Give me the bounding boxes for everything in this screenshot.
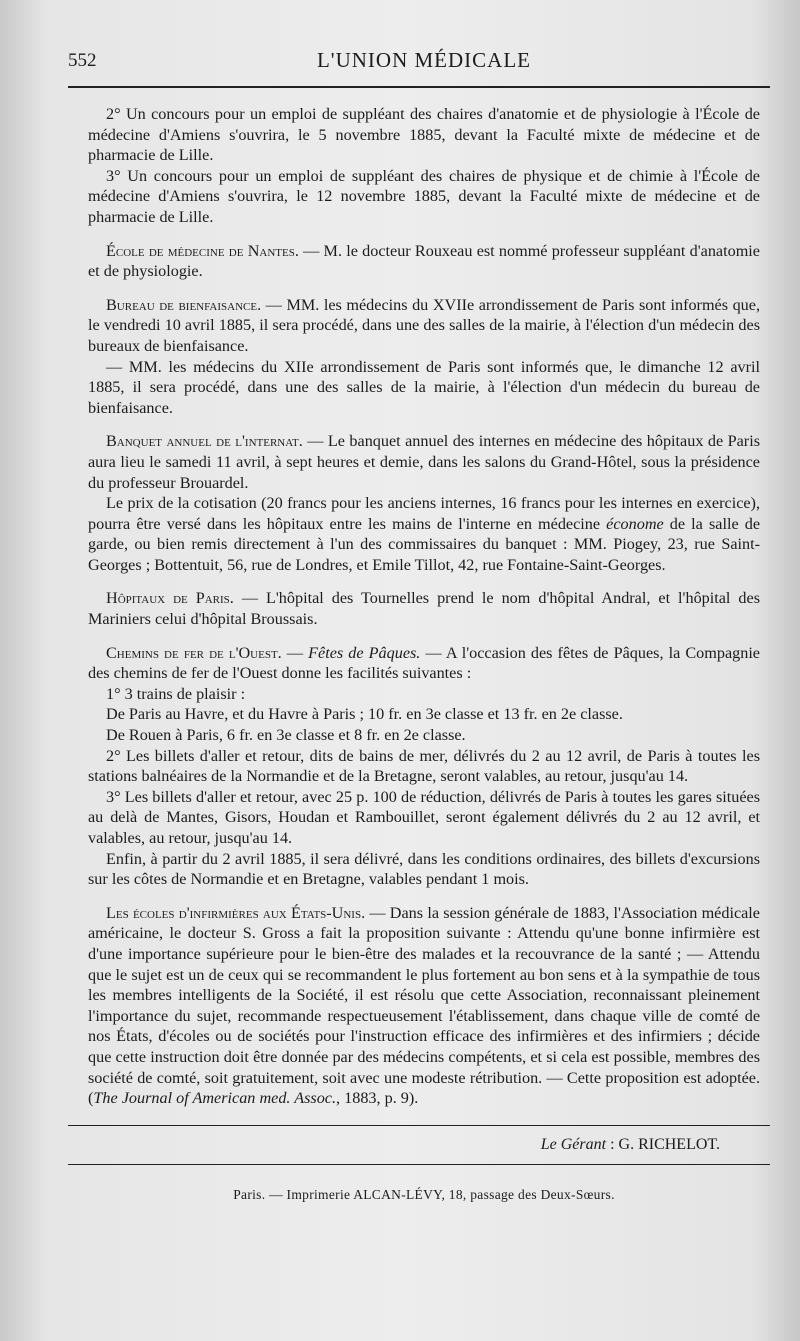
paragraph-text: 3° Un concours pour un emploi de suppléant des chaires de physique et de chimie à l'École de médecine d'Amiens s'ouvrira, le 12 novembre 1885, devant la Faculté mixte de médecine et de pharmacie de Lille. <box>88 166 760 226</box>
paragraph-concours-anatomie <box>88 104 760 166</box>
section-lead: Hôpitaux de Paris. <box>106 589 234 608</box>
paragraph-reduction <box>88 787 760 849</box>
paragraph-text: — L'hôpital des Tournelles prend le nom d'hôpital Andral, et l'hôpital des Mariniers celui d'hôpital Broussais. <box>88 589 760 629</box>
paragraph-text: 2° Les billets d'aller et retour, dits de bains de mer, délivrés du 2 au 12 avril, de Paris à toutes les stations balnéaires de la Normandie et de la Bretagne, seront valables, au retour, jusqu'au 14. <box>88 746 760 786</box>
paragraph-text: — MM. les médecins du XIIe arrondissement de Paris sont informés que, le dimanche 12 avril 1885, il sera procédé, dans une des salles de la mairie, à l'élection d'un médecin du bureau de bienfaisance. <box>88 357 760 417</box>
paragraph-chemins-de-fer: Chemins de fer de l'Ouest. — Fêtes de Pâques. — A l'occasion des fêtes de Pâques, la Compagnie des chemins de fer de l'Ouest donne les facilités suivantes : <box>88 643 760 683</box>
section-lead: Les écoles d'infirmières aux États-Unis. <box>106 903 366 922</box>
signature <box>88 1136 760 1154</box>
paragraph-excursions <box>88 849 760 890</box>
paragraph-banquet <box>88 431 760 493</box>
italic-term: économe <box>606 514 664 533</box>
paragraph-text: 2° Un concours pour un emploi de suppléant des chaires d'anatomie et de physiologie à l'École de médecine d'Amiens s'ouvrira, le 5 novembre 1885, devant la Faculté mixte de médecine et de pharmacie de Lille. <box>88 105 760 165</box>
signature-label: Le Gérant <box>540 1135 607 1153</box>
paragraph-text: — Le banquet annuel des internes en médecine des hôpitaux de Paris aura lieu le samedi 11 avril, à sept heures et demie, dans les salons du Grand-Hôtel, sous la présidence du professeur Brouardel. <box>88 432 760 492</box>
running-title: L'UNION MÉDICALE <box>316 48 531 72</box>
paragraph-text: de la salle de garde, ou bien remis directement à l'un des commissaires du banquet : MM. Piogey, 23, rue Saint-Georges ; Bottentuit, 56, rue de Londres, et Emile Tillot, 42, rue Fontaine-Saint-Georges. <box>88 514 760 574</box>
paragraph-concours-physique <box>88 166 760 228</box>
header-rule <box>68 86 770 88</box>
citation-journal: The Journal of American med. Assoc. <box>93 1089 337 1108</box>
paragraph-text: 1° 3 trains de plaisir : <box>106 684 246 703</box>
paragraph-text: — M. le docteur Rouxeau est nommé professeur suppléant d'anatomie et de physiologie. <box>88 241 760 281</box>
page-number: 552 <box>68 50 97 71</box>
paragraph-xii-arrondissement <box>88 357 760 419</box>
paragraph-text: , 1883, p. 9). <box>336 1089 419 1108</box>
signature-rule <box>68 1164 770 1165</box>
paragraph-text: — A l'occasion des fêtes de Pâques, la Compagnie des chemins de fer de l'Ouest donne les facilités suivantes : <box>88 643 760 683</box>
paragraph-havre <box>88 704 760 725</box>
section-lead: Bureau de bienfaisance. <box>106 295 262 314</box>
imprint-line: Paris. — Imprimerie ALCAN-LÉVY, 18, passage des Deux-Sœurs. <box>233 1186 615 1202</box>
article-body <box>88 104 760 1109</box>
paragraph-text: Le prix de la cotisation (20 francs pour les anciens internes, 16 francs pour les internes en exercice), pourra être versé dans les hôpitaux entre les mains de l'interne en médecine <box>88 494 760 533</box>
section-lead: Banquet annuel de l'internat. <box>106 432 303 451</box>
section-lead: Chemins de fer de l'Ouest. <box>106 643 282 662</box>
paragraph-ecole-nantes <box>88 241 760 282</box>
signature-name: : G. RICHELOT. <box>606 1135 720 1153</box>
paragraph-text: Enfin, à partir du 2 avril 1885, il sera délivré, dans les conditions ordinaires, des billets d'excursions sur les côtes de Normandie et en Bretagne, valables pendant 1 mois. <box>88 849 760 889</box>
section-lead: École de médecine de Nantes. <box>106 241 299 260</box>
paragraph-cotisation <box>88 493 760 575</box>
footer-rule <box>68 1125 770 1126</box>
paragraph-ecoles-infirmieres <box>88 903 760 1109</box>
paragraph-text: — MM. les médecins du XVIIe arrondissement de Paris sont informés que, le vendredi 10 avril 1885, il sera procédé, dans une des salles de la mairie, à l'élection d'un médecin des bureaux de bienfaisance. <box>88 295 760 355</box>
paragraph-text: — Dans la session générale de 1883, l'Association médicale américaine, le docteur S. Gross a fait la proposition suivante : Attendu qu'une bonne infirmière est d'une importance supérieure pour le bien-être des malades et la recouvrance de la santé ; — Attendu que le sujet est un de ceux qui se recommandent le plus fortement au bon sens et à la sympathie de tous les membres intelligents de la Société, il est résolu que cette Association, reconnaissant pleinement l'importance du sujet, recommande respectueusement l'établissement, dans chaque ville de comté de nos États, d'écoles ou de sociétés pour l'instruction efficace des infirmières et des infirmiers ; décide que cette instruction doit être donnée par des médecins compétents, et si cela est possible, membres des société de comté, soit gratuitement, soit avec une modeste rétribution. — Cette proposition est adoptée. ( <box>88 903 760 1108</box>
paragraph-trains <box>88 684 760 705</box>
paragraph-hopitaux <box>88 588 760 629</box>
paragraph-rouen <box>88 725 760 746</box>
page-header <box>68 44 760 78</box>
paragraph-text: De Paris au Havre, et du Havre à Paris ; 10 fr. en 3e classe et 13 fr. en 2e classe. <box>106 705 623 724</box>
paragraph-bureau-bienfaisance <box>88 295 760 357</box>
paragraph-bains-de-mer <box>88 746 760 787</box>
paragraph-text: 3° Les billets d'aller et retour, avec 25 p. 100 de réduction, délivrés de Paris à toutes les gares situées au delà de Mantes, Gisors, Houdan et Rambouillet, seront également délivrés du 2 au 12 avril, et valables, au retour, jusqu'au 14. <box>88 787 760 847</box>
section-title: Fêtes de Pâques. <box>308 643 421 662</box>
paragraph-text: De Rouen à Paris, 6 fr. en 3e classe et 8 fr. en 2e classe. <box>106 726 466 745</box>
